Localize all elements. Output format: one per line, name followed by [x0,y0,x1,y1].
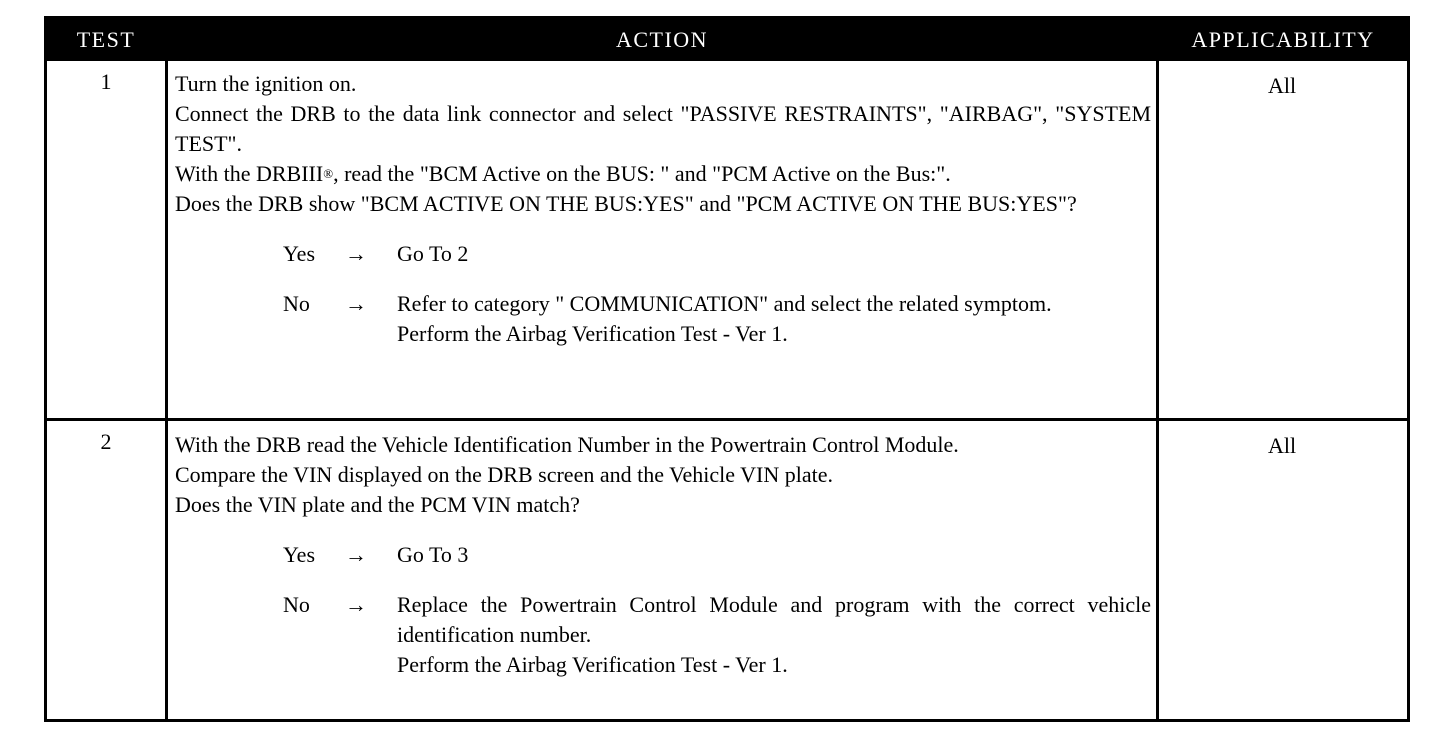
test-number: 1 [100,69,112,94]
no-option [175,590,1151,680]
no-result-verification: Perform the Airbag Verification Test - Ver 1. [397,321,788,346]
action-text [175,430,1151,680]
no-result: Replace the Powertrain Control Module and program with the correct vehicle identification number. [397,592,1151,647]
applicability-value: All [1267,73,1297,98]
arrow-icon: → [345,241,367,266]
table-header [47,19,1407,61]
column-divider [1156,19,1159,719]
action-line: Does the VIN plate and the PCM VIN match? [175,492,580,517]
no-result: Refer to category " COMMUNICATION" and select the related symptom. [397,291,1052,316]
no-option [175,289,1151,349]
diagnostic-test-table [44,16,1410,722]
yes-option [175,239,1151,269]
no-result-verification: Perform the Airbag Verification Test - Ver 1. [397,652,788,677]
action-line: Does the DRB show "BCM ACTIVE ON THE BUS:YES" and "PCM ACTIVE ON THE BUS:YES"? [175,191,1077,216]
arrow-icon: → [345,291,367,316]
header-test: TEST [76,27,136,52]
column-divider [165,19,168,719]
applicability-value: All [1267,433,1297,458]
yes-result: Go To 2 [397,241,469,266]
header-action: ACTION [615,27,709,52]
action-text [175,69,1151,349]
action-line: With the DRB read the Vehicle Identification Number in the Powertrain Control Module. [175,432,959,457]
yes-label: Yes [283,542,316,567]
yes-option [175,540,1151,570]
arrow-icon: → [345,592,367,617]
arrow-icon: → [345,542,367,567]
action-line: Connect the DRB to the data link connector and select "PASSIVE RESTRAINTS", "AIRBAG", "SYSTEM TEST". [175,101,1151,156]
action-line: Turn the ignition on. [175,71,357,96]
no-label: No [283,592,310,617]
yes-label: Yes [283,241,316,266]
action-line: Compare the VIN displayed on the DRB screen and the Vehicle VIN plate. [175,462,834,487]
no-label: No [283,291,310,316]
row-divider [47,418,1407,421]
action-line: With the DRBIII®, read the "BCM Active on the BUS: " and "PCM Active on the Bus:". [175,161,951,186]
yes-result: Go To 3 [397,542,469,567]
header-applicability: APPLICABILITY [1191,27,1375,52]
test-number: 2 [100,429,112,454]
